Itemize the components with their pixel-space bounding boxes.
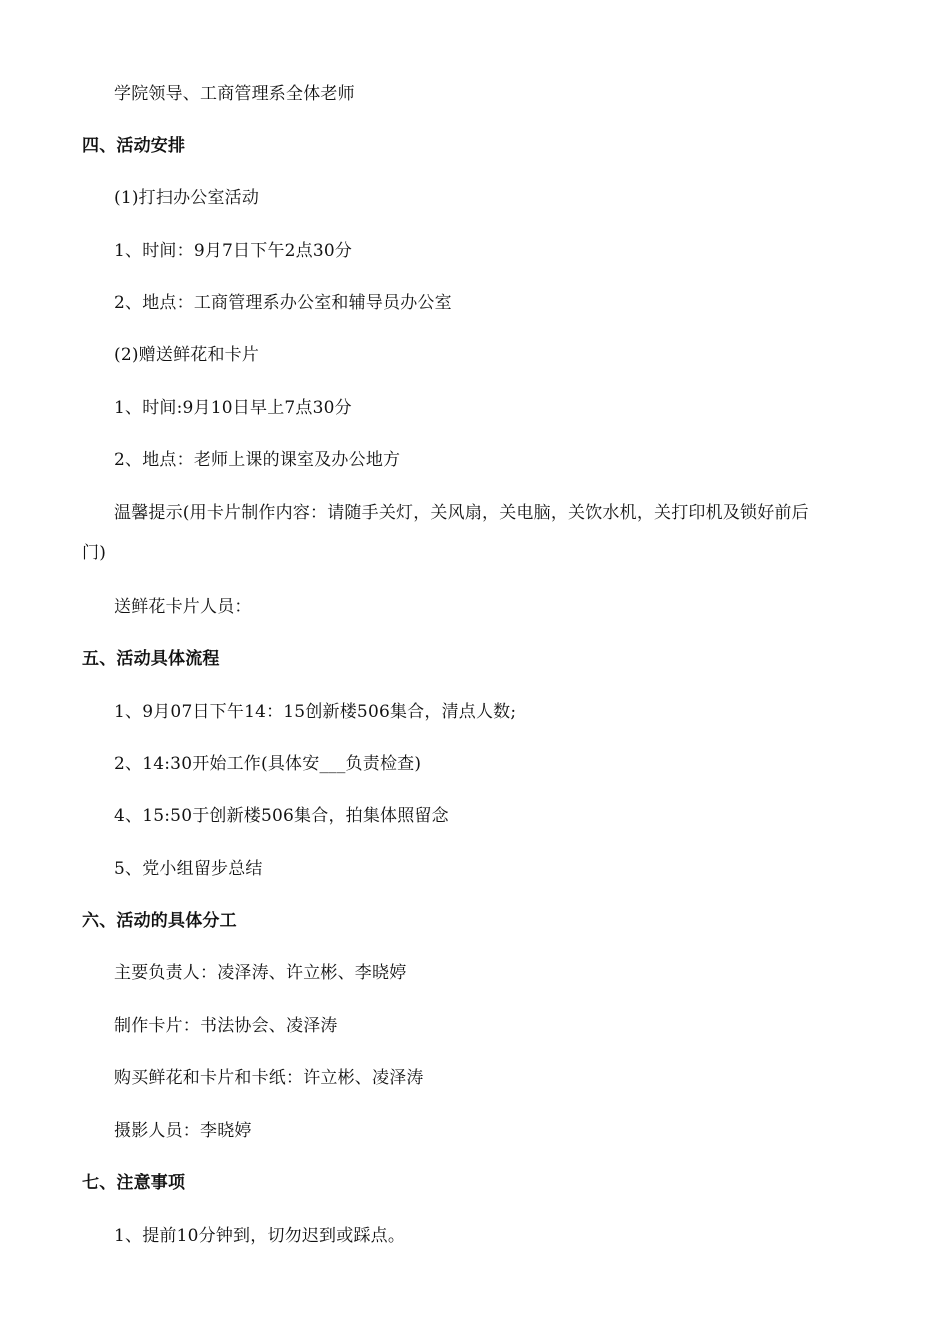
note-1-line: 1、提前10分钟到，切勿迟到或踩点。: [114, 1226, 406, 1246]
flower-delivery-staff-line: 送鲜花卡片人员：: [114, 597, 252, 617]
reminder-line-continued: 门): [82, 543, 107, 563]
purchasing-line: 购买鲜花和卡片和卡纸：许立彬、凌泽涛: [114, 1068, 424, 1088]
process-step-4: 4、15:50于创新楼506集合，拍集体照留念: [114, 806, 449, 826]
section-heading-notes: 七、注意事项: [82, 1173, 186, 1193]
section-heading-division-of-labor: 六、活动的具体分工: [82, 911, 237, 931]
photographer-line: 摄影人员：李晓婷: [114, 1121, 252, 1141]
subsection-cleaning-office: (1)打扫办公室活动: [114, 188, 260, 208]
cleaning-time-line: 1、时间：9月7日下午2点30分: [114, 241, 353, 261]
section-heading-activity-process: 五、活动具体流程: [82, 649, 220, 669]
section-heading-activity-arrangement: 四、活动安排: [82, 136, 186, 156]
attendees-line: 学院领导、工商管理系全体老师: [114, 84, 355, 104]
reminder-line: 温馨提示(用卡片制作内容：请随手关灯，关风扇，关电脑，关饮水机，关打印机及锁好前后: [114, 503, 809, 523]
flowers-location-line: 2、地点：老师上课的课室及办公地方: [114, 450, 401, 470]
subsection-flowers-cards: (2)赠送鲜花和卡片: [114, 345, 260, 365]
flowers-time-line: 1、时间:9月10日早上7点30分: [114, 398, 352, 418]
card-making-line: 制作卡片：书法协会、凌泽涛: [114, 1016, 338, 1036]
cleaning-location-line: 2、地点：工商管理系办公室和辅导员办公室: [114, 293, 452, 313]
process-step-5: 5、党小组留步总结: [114, 859, 263, 879]
process-step-1: 1、9月07日下午14：15创新楼506集合，清点人数;: [114, 702, 517, 722]
process-step-2: 2、14:30开始工作(具体安___负责检查): [114, 754, 422, 774]
main-responsible-line: 主要负责人：凌泽涛、许立彬、李晓婷: [114, 963, 407, 983]
